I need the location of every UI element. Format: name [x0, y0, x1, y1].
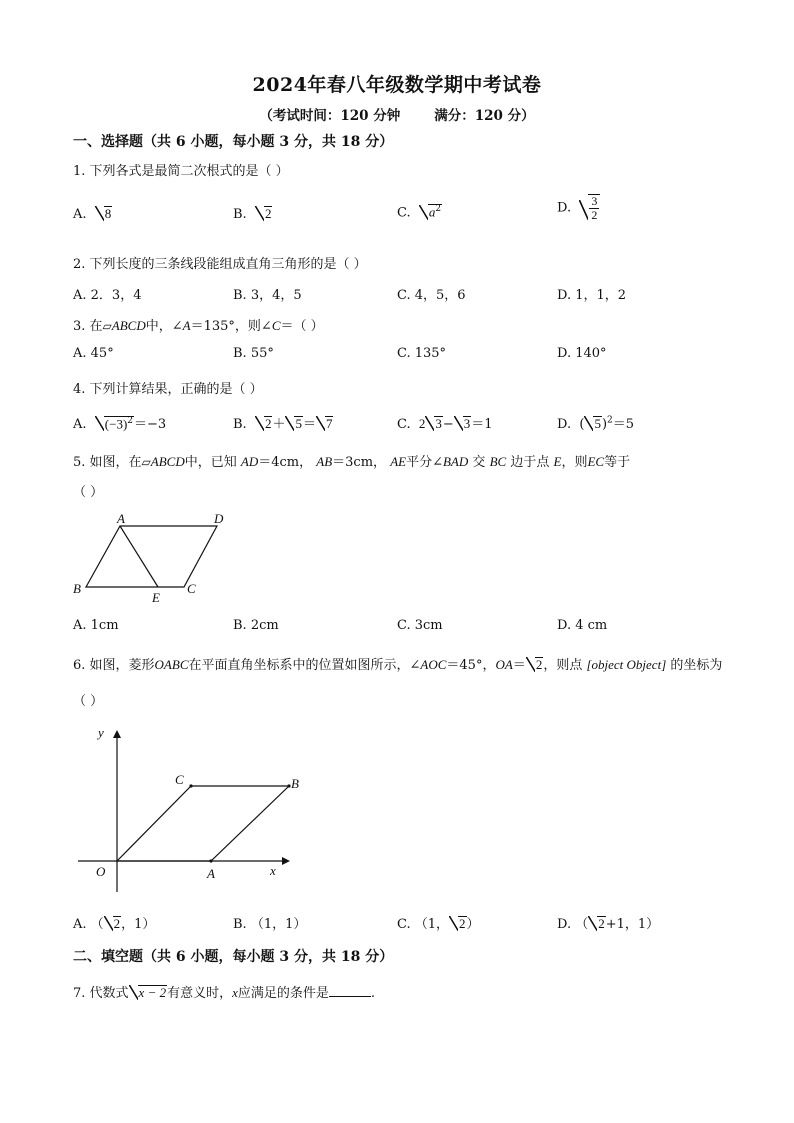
- q6-option-d: D. （ 2+1，1）: [557, 916, 660, 932]
- label-c: C: [175, 772, 184, 787]
- label-e: E: [152, 590, 160, 605]
- q2-option-a: A. 2．3，4: [73, 288, 142, 303]
- label-a: A: [117, 511, 125, 526]
- q4-option-a: A. $(-3)^2=-3$: [73, 415, 167, 432]
- section-2-heading: 二、填空题（共 6 小题，每小题 3 分，共 18 分）: [73, 949, 394, 965]
- exam-time: （考试时间：120 分钟: [259, 108, 401, 124]
- q6-option-c: C. （1， 2）: [397, 916, 480, 932]
- label-y: y: [98, 725, 104, 740]
- label-b: B: [73, 581, 81, 596]
- q3-option-d: D. 140°: [557, 346, 607, 361]
- q6-option-b: B. （1，1）: [233, 917, 307, 932]
- q2-option-b: B. 3，4，5: [233, 288, 302, 303]
- q3-option-c: C. 135°: [397, 346, 447, 361]
- exam-info: [0, 104, 794, 124]
- label-a: A: [207, 866, 215, 881]
- exam-score: 满分：120 分）: [434, 108, 535, 124]
- x-axis-arrow: [282, 857, 290, 865]
- q5-option-a: A. 1cm: [73, 618, 119, 633]
- label-d: D: [214, 511, 224, 526]
- q4-option-c: C. 2 3− 3＝1: [397, 416, 493, 432]
- question-5-bracket: （ ）: [73, 485, 104, 500]
- question-6-bracket: （ ）: [73, 694, 104, 709]
- q2-option-c: C. 4，5，6: [397, 288, 466, 303]
- q5-parallelogram-figure: [70, 508, 240, 608]
- segment-ae: [120, 526, 158, 587]
- parallelogram-symbol: ▱: [102, 319, 112, 333]
- label-o: O: [96, 864, 106, 879]
- question-2-stem: 2. 下列长度的三条线段能组成直角三角形的是（ ）: [73, 257, 367, 272]
- section-1-heading: 一、选择题（共 6 小题，每小题 3 分，共 18 分）: [73, 134, 394, 150]
- q4-option-d: D. ( 5)$^2$＝5: [557, 415, 635, 432]
- q1-option-c: C. $a^2$: [397, 204, 442, 221]
- q3-option-b: B. 55°: [233, 346, 274, 361]
- question-4-stem: 4. 下列计算结果，正确的是（ ）: [73, 382, 263, 397]
- q1-option-b: B. 2: [233, 206, 272, 222]
- q6-option-a: A. （ 2，1）: [73, 916, 156, 932]
- q1-option-d: D. $\frac{3}{2}$: [557, 194, 600, 221]
- q5-option-c: C. 3cm: [397, 618, 443, 633]
- point-a: [209, 859, 212, 862]
- page-title: 2024年春八年级数学期中考试卷: [252, 74, 542, 96]
- q5-option-b: B. 2cm: [233, 618, 279, 633]
- label-x: x: [270, 863, 276, 878]
- q6-coordinate-figure: [70, 722, 300, 894]
- question-3-stem: 3. 在▱ABCD中，∠A＝135°，则∠C＝（ ）: [73, 318, 324, 334]
- question-5-stem: 5. 如图，在▱ABCD中，已知 AD＝4cm， AB＝3cm， AE平分∠BAD 交 BC 边于点 E，则EC等于: [73, 454, 631, 470]
- question-7-stem: 7. 代数式 x − 2有意义时，x应满足的条件是 .: [73, 985, 376, 1001]
- q5-option-d: D. 4 cm: [557, 618, 608, 633]
- point-c: [189, 784, 192, 787]
- parallelogram-symbol: ▱: [141, 455, 151, 469]
- answer-blank[interactable]: [329, 996, 371, 997]
- question-1-stem: 1. 下列各式是最简二次根式的是（ ）: [73, 164, 289, 179]
- parallelogram-abcd: [86, 526, 217, 587]
- question-6-stem: 6. 如图，菱形OABC在平面直角坐标系中的位置如图所示，∠AOC＝45°，OA＝ 2，则点 [object Object] 的坐标为: [73, 657, 723, 673]
- q3-option-a: A. 45°: [73, 346, 114, 361]
- rhombus-oabc: [117, 786, 289, 861]
- q1-option-a: A. 8: [73, 206, 112, 222]
- label-b: B: [291, 776, 299, 791]
- y-axis-arrow: [113, 730, 121, 738]
- q4-option-b: B. 2＋ 5＝ 7: [233, 416, 333, 432]
- label-c: C: [187, 581, 196, 596]
- q2-option-d: D. 1，1，2: [557, 288, 627, 303]
